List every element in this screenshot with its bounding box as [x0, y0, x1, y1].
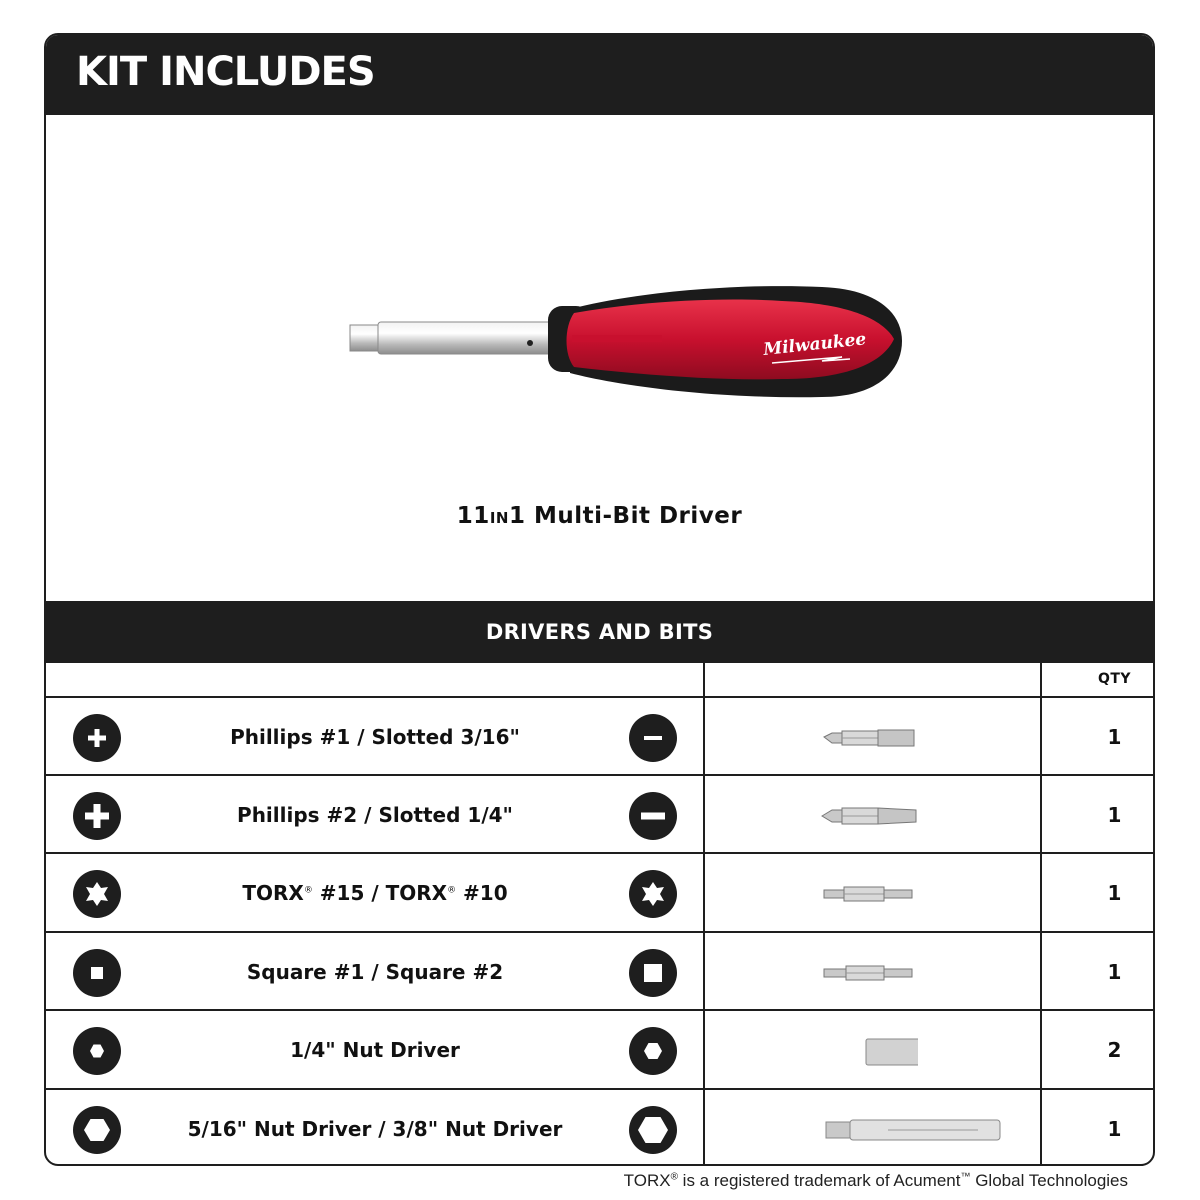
table-row — [46, 776, 1153, 854]
phillips-icon — [73, 714, 121, 762]
bit-label: 5/16" Nut Driver / 3/8" Nut Driver — [187, 1117, 563, 1141]
hex-nut-icon — [73, 1027, 121, 1075]
qty-value: 1 — [1107, 803, 1122, 827]
table-row — [46, 854, 1153, 932]
bit-label: Phillips #1 / Slotted 3/16" — [230, 725, 520, 749]
table-row — [46, 933, 1153, 1011]
kit-header — [46, 35, 1153, 115]
section-header — [46, 601, 1153, 663]
torx-bit-image — [818, 876, 918, 912]
nut-driver-image — [818, 1033, 918, 1069]
slotted-icon — [629, 714, 677, 762]
hex-nut-large-icon — [629, 1106, 677, 1154]
kit-card — [44, 33, 1155, 1166]
table-row — [46, 1011, 1153, 1089]
hex-nut-large-icon — [73, 1106, 121, 1154]
qty-value: 1 — [1107, 1117, 1122, 1141]
qty-value: 1 — [1107, 725, 1122, 749]
square-drive-icon — [73, 949, 121, 997]
page-title: KIT INCLUDES — [76, 49, 375, 95]
bit-label: Phillips #2 / Slotted 1/4" — [237, 803, 513, 827]
bit-label: TORX® #15 / TORX® #10 — [242, 881, 508, 905]
trademark-footnote: TORX® is a registered trademark of Acument™ Global Technologies — [623, 1171, 1128, 1190]
nut-driver-shaft-image — [818, 1112, 1008, 1148]
torx-icon — [73, 870, 121, 918]
product-name: 11IN1 Multi-Bit Driver — [456, 503, 743, 529]
svg-text:Milwaukee: Milwaukee — [762, 329, 868, 360]
section-title: DRIVERS AND BITS — [485, 620, 714, 644]
qty-column-header: QTY — [1097, 671, 1132, 687]
hex-nut-icon — [629, 1027, 677, 1075]
table-row — [46, 1090, 1153, 1166]
bit-label: 1/4" Nut Driver — [290, 1038, 460, 1062]
phillips-slotted-bit-image — [818, 720, 918, 756]
slotted-icon — [629, 792, 677, 840]
qty-value: 1 — [1107, 960, 1122, 984]
qty-value: 1 — [1107, 881, 1122, 905]
square-bit-image — [818, 955, 918, 991]
table-header-row — [46, 663, 1153, 698]
torx-icon — [629, 870, 677, 918]
phillips-icon — [73, 792, 121, 840]
qty-value: 2 — [1107, 1038, 1122, 1062]
bit-label: Square #1 / Square #2 — [246, 960, 504, 984]
table-row — [46, 698, 1153, 776]
square-drive-icon — [629, 949, 677, 997]
product-area — [46, 115, 1153, 601]
multi-bit-driver-image — [302, 283, 902, 405]
phillips-slotted-bit-image — [818, 798, 918, 834]
